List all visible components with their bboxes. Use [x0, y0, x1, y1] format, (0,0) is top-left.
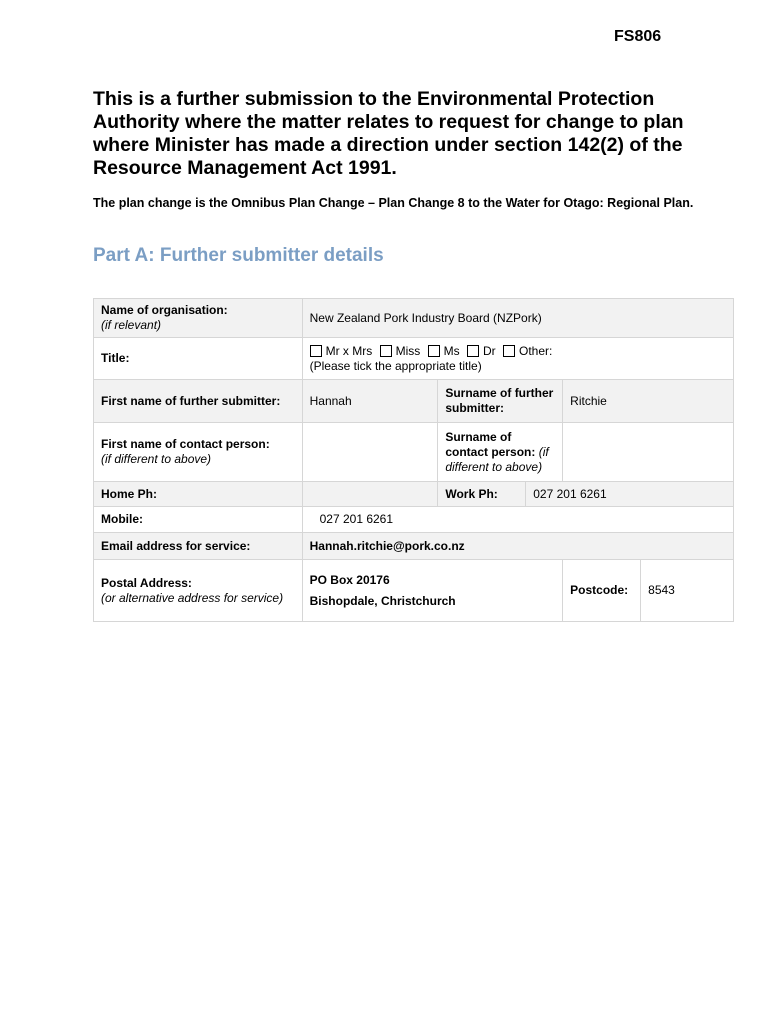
postal-label-cell: [94, 560, 303, 622]
first-name-label: First name of further submitter:: [94, 380, 303, 423]
org-row: [94, 299, 734, 338]
contact-surname-note: (if different to above): [445, 444, 549, 474]
title-label: Title:: [94, 338, 303, 380]
work-ph-label: Work Ph:: [438, 482, 526, 507]
surname-label: Surname of further submitter:: [438, 380, 563, 423]
mobile-label: Mobile:: [94, 507, 303, 533]
postal-line-1: PO Box 20176: [309, 572, 390, 587]
contact-surname-label: Surname of contact person:: [445, 429, 536, 459]
contact-surname-label-cell: [438, 423, 563, 482]
title-option-miss: Miss: [395, 343, 421, 358]
document-title: This is a further submission to the Environmental Protection Authority where the matter relates to request for change to plan where Minister has made a direction under section 142(2) of the Resource Management Act 1991.: [93, 88, 684, 179]
email-label: Email address for service:: [94, 533, 303, 560]
postcode-label: Postcode:: [563, 560, 641, 622]
postal-address-field[interactable]: [302, 560, 563, 622]
checkbox-miss[interactable]: [380, 345, 392, 357]
contact-first-note: (if different to above): [101, 452, 212, 466]
checkbox-other[interactable]: [503, 345, 515, 357]
home-ph-label: Home Ph:: [94, 482, 303, 507]
contact-surname-field[interactable]: [563, 423, 734, 482]
org-label-cell: [94, 299, 303, 338]
org-label: Name of organisation:: [101, 303, 228, 317]
plan-change-description: The plan change is the Omnibus Plan Change – Plan Change 8 to the Water for Otago: Regional Plan.: [93, 196, 694, 210]
submitter-details-form: [93, 298, 734, 622]
checkbox-mr[interactable]: [310, 345, 322, 357]
postal-label: Postal Address:: [101, 575, 192, 590]
contact-first-field[interactable]: [302, 423, 438, 482]
first-name-field[interactable]: Hannah: [302, 380, 438, 423]
phone-row: [94, 482, 734, 507]
home-ph-field[interactable]: [302, 482, 438, 507]
title-option-ms: Ms: [443, 343, 460, 358]
section-heading: Part A: Further submitter details: [93, 245, 384, 266]
postal-row: [94, 560, 734, 622]
email-row: [94, 533, 734, 560]
checkbox-dr[interactable]: [467, 345, 479, 357]
contact-first-label: First name of contact person:: [101, 437, 270, 451]
postcode-field[interactable]: 8543: [641, 560, 734, 622]
title-hint: (Please tick the appropriate title): [309, 358, 482, 373]
postal-line-2: Bishopdale, Christchurch: [309, 593, 456, 608]
title-options: [310, 344, 726, 359]
org-note: (if relevant): [101, 318, 162, 332]
title-row: [94, 338, 734, 380]
org-value-field[interactable]: New Zealand Pork Industry Board (NZPork): [302, 299, 733, 338]
mobile-row: [94, 507, 734, 533]
first-name-row: [94, 380, 734, 423]
document-id: FS806: [614, 28, 662, 45]
title-options-cell: [302, 338, 733, 380]
postal-note: (or alternative address for service): [101, 590, 284, 605]
title-option-dr: Dr: [482, 343, 496, 358]
contact-first-label-cell: [94, 423, 303, 482]
email-field[interactable]: Hannah.ritchie@pork.co.nz: [302, 533, 733, 560]
surname-field[interactable]: Ritchie: [563, 380, 734, 423]
mobile-field[interactable]: 027 201 6261: [302, 507, 733, 533]
title-option-mr: Mr x Mrs: [325, 343, 373, 358]
contact-row: [94, 423, 734, 482]
title-option-other: Other:: [518, 343, 553, 358]
work-ph-field[interactable]: 027 201 6261: [526, 482, 734, 507]
checkbox-ms[interactable]: [428, 345, 440, 357]
